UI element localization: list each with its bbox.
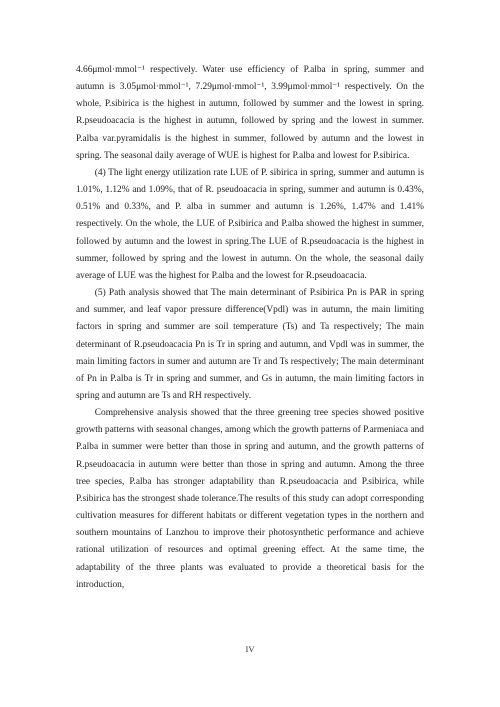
paragraph-path-analysis: (5) Path analysis showed that The main determinant of P.sibirica Pn is PAR in spring and summer, and leaf vapor pressure difference(Vpdl) was in autumn, the main limiting factors in spring and summer are soil temperature (Ts) and Ta respectively; The main determinant of R.pseudoacacia Pn is Tr in spring and autumn, and Vpdl was in summer, the main limiting factors in sumer and autumn are Tr and Ts respectively; The main determinant of Pn in P.alba is Tr in spring and summer, and Gs in autumn, the main limiting factors in spring and autumn are Ts and RH respectively. — [76, 288, 424, 401]
paragraph-lue-findings: (4) The light energy utilization rate LUE of P. sibirica in spring, summer and autumn is 1.01%, 1.12% and 1.09%, that of R. pseudoacacia in spring, summer and autumn is 0.43%, 0.51% and 0.33%, and P. alba in summer and autumn is 1.26%, 1.47% and 1.41% respectively. On the whole, the LUE of P.sibirica and P.alba showed the highest in summer, followed by autumn and the lowest in spring.The LUE of R.pseudoacacia is the highest in summer, followed by spring and the lowest in autumn. On the whole, the seasonal daily average of LUE was the highest for P.alba and the lowest for R.pseudoacacia. — [76, 167, 424, 281]
abstract-body — [76, 62, 424, 594]
paragraph-wue-continued: 4.66μmol·mmol⁻¹ respectively. Water use efficiency of P.alba in spring, summer and autumn is 3.05μmol·mmol⁻¹, 7.29μmol·mmol⁻¹, 3.99μmol·mmol⁻¹ respectively. On the whole, P.sibirica is the highest in autumn, followed by summer and the lowest in spring. R.pseudoacacia is the highest in autumn, followed by spring and the lowest in summer. P.alba var.pyramidalis is the highest in summer, followed by autumn and the lowest in spring. The seasonal daily average of WUE is highest for P.alba and lowest for P.sibirica. — [76, 65, 424, 161]
page-number: IV — [245, 644, 255, 654]
paragraph-comprehensive-analysis: Comprehensive analysis showed that the three greening tree species showed positive growth patterns with seasonal changes, among which the growth patterns of P.armeniaca and P.alba in summer were better than those in spring and autumn, and the growth patterns of R.pseudoacacia in autumn were better than those in spring and autumn. Among the three tree species, P.alba has stronger adaptability than R.pseudoacacia and P.sibirica, while P.sibirica has the strongest shade tolerance.The results of this study can adopt corresponding cultivation measures for different habitats or different vegetation types in the northern and southern mountains of Lanzhou to improve their photosynthetic performance and achieve rational utilization of resources and optimal greening effect. At the same time, the adaptability of the three plants was evaluated to provide a theoretical basis for the introduction, — [76, 408, 424, 590]
